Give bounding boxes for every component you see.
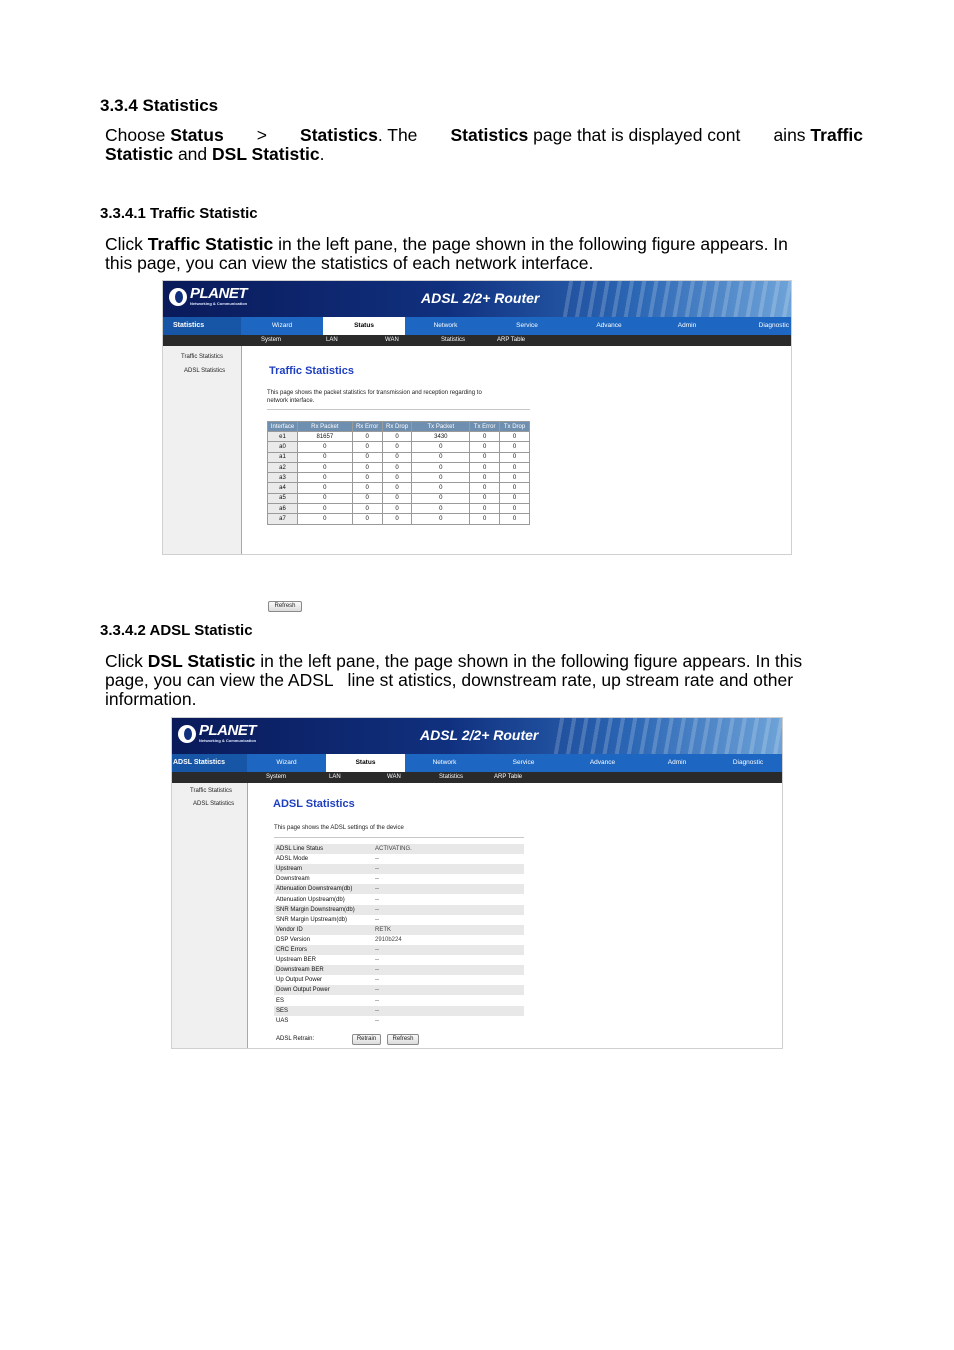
subtab-system[interactable]: System [261,337,282,343]
adsl-stat-label: CRC Errors [276,947,307,953]
adsl-stat-label: Vendor ID [276,926,303,933]
adsl-paragraph: Click DSL Statistic in the left pane, the page shown in the following figure appears. In this page, you can view the ADSL line st atistics, downstream rate, up stream rate and other information. [105,651,803,709]
current-section-label: Statistics [163,317,241,335]
table-row [268,504,530,514]
adsl-stat-row [274,854,524,864]
value-cell: 0 [500,452,530,462]
adsl-stat-row [274,884,524,894]
value-cell: 0 [500,504,530,514]
adsl-stat-value: RETK [375,926,392,933]
interface-cell: a3 [268,473,298,483]
value-cell: 0 [470,452,500,462]
adsl-stat-label: Downstream [276,876,310,883]
value-cell: 0 [297,514,352,524]
value-cell: 0 [382,514,412,524]
tab-diagnostic[interactable]: Diagnostic [758,322,789,329]
tab-admin[interactable]: Admin [677,322,697,329]
table-row [268,462,530,472]
value-cell: 0 [382,493,412,503]
left-pane [163,346,242,554]
adsl-stat-value: 2910b224 [375,936,402,943]
adsl-stat-label: SES [276,1007,289,1014]
tab-service[interactable]: Service [512,759,535,766]
tab-wizard[interactable]: Wizard [276,759,297,766]
subtab-wan[interactable]: WAN [387,774,401,780]
router-title: ADSL 2/2+ Router [421,290,540,306]
adsl-stat-value: ACTIVATING. [375,846,412,852]
link-adsl-statistics[interactable]: ADSL Statistics [193,801,235,807]
value-cell: 0 [297,473,352,483]
tab-diagnostic[interactable]: Diagnostic [732,759,764,766]
value-cell: 0 [500,514,530,524]
column-header: Tx Error [470,422,500,432]
main-nav [163,317,791,335]
subtab-lan[interactable]: LAN [326,337,338,343]
value-cell: 0 [352,442,382,452]
subtab-wan[interactable]: WAN [385,337,399,343]
value-cell: 0 [412,442,470,452]
adsl-stat-row [274,975,524,985]
value-cell: 0 [297,483,352,493]
adsl-stat-row [274,915,524,925]
column-header: Rx Packet [297,422,352,432]
planet-logo-icon [178,725,196,743]
value-cell: 0 [412,452,470,462]
subtab-system[interactable]: System [266,774,287,780]
tab-advance[interactable]: Advance [596,322,622,329]
value-cell: 0 [500,493,530,503]
interface-cell: a0 [268,442,298,452]
value-cell: 0 [412,483,470,493]
adsl-stat-row [274,1006,524,1016]
adsl-stat-row [274,844,524,854]
tab-network[interactable]: Network [432,759,457,766]
subtab-arp-table[interactable]: ARP Table [497,337,526,343]
adsl-stat-row [274,895,524,905]
traffic-statistics-screenshot [162,280,792,609]
link-adsl-statistics[interactable]: ADSL Statistics [184,368,226,374]
tab-admin[interactable]: Admin [667,759,687,766]
adsl-retrain-label: ADSL Retrain: [276,1036,315,1042]
adsl-stat-label: SNR Margin Downstream(db) [276,906,355,913]
left-pane [172,783,248,1048]
adsl-stat-label: ES [276,997,285,1004]
value-cell: 0 [297,442,352,452]
adsl-stat-row [274,965,524,975]
traffic-table [267,421,530,525]
adsl-stat-label: Upstream BER [276,957,317,964]
table-row [268,493,530,503]
value-cell: 0 [412,504,470,514]
value-cell: 0 [500,432,530,442]
adsl-heading: 3.3.4.2 ADSL Statistic [100,622,253,639]
adsl-stat-label: Up Output Power [276,977,323,984]
subtab-lan[interactable]: LAN [329,774,341,780]
value-cell: 81657 [297,432,352,442]
value-cell: 0 [297,504,352,514]
content-pane [248,783,782,1048]
adsl-stat-label: Attenuation Upstream(db) [276,896,345,903]
adsl-stat-value: -- [375,977,379,984]
adsl-stat-row [274,925,524,935]
adsl-stat-row [274,905,524,915]
divider [267,409,530,410]
value-cell: 0 [470,442,500,452]
adsl-statistics-screenshot [171,717,783,1049]
page-title: ADSL Statistics [273,798,355,810]
value-cell: 0 [352,462,382,472]
subtab-statistics[interactable]: Statistics [439,774,464,780]
value-cell: 0 [382,473,412,483]
router-banner [172,718,782,754]
page-title: Traffic Statistics [269,365,354,377]
column-header: Rx Error [352,422,382,432]
main-nav [172,754,782,772]
planet-logo-icon [169,288,187,306]
adsl-stat-value: -- [375,866,379,873]
divider [274,837,524,838]
value-cell: 0 [352,452,382,462]
value-cell: 0 [470,462,500,472]
value-cell: 0 [352,432,382,442]
value-cell: 0 [412,493,470,503]
value-cell: 0 [352,504,382,514]
value-cell: 0 [382,462,412,472]
adsl-stat-label: ADSL Mode [276,856,309,863]
interface-cell: a1 [268,452,298,462]
page-description: This page shows the packet statistics for transmission and reception regarding to network interface. [267,390,482,404]
router-banner [163,281,791,317]
section-heading: 3.3.4 Statistics [100,96,219,115]
adsl-stat-row [274,874,524,884]
value-cell: 0 [352,483,382,493]
value-cell: 0 [352,514,382,524]
table-header-row [268,422,530,432]
page-description: This page shows the ADSL settings of the device [274,825,404,831]
adsl-stat-value: -- [375,1017,379,1024]
value-cell: 0 [382,442,412,452]
adsl-stat-value: -- [375,856,379,863]
value-cell: 0 [382,504,412,514]
sub-nav [172,772,782,783]
value-cell: 0 [500,483,530,493]
current-section-label: ADSL Statistics [172,754,247,772]
value-cell: 0 [297,452,352,462]
value-cell: 0 [297,493,352,503]
value-cell: 0 [297,462,352,472]
value-cell: 0 [352,473,382,483]
sub-nav [163,335,791,346]
adsl-stat-value: -- [375,957,379,964]
value-cell: 0 [470,514,500,524]
refresh-button[interactable]: Refresh [268,601,302,612]
value-cell: 0 [470,483,500,493]
value-cell: 0 [412,473,470,483]
value-cell: 0 [470,432,500,442]
adsl-stat-value: -- [375,987,379,994]
planet-logo: PLANET Networking & Communication [169,287,247,306]
table-row [268,432,530,442]
adsl-stat-label: Downstream BER [276,967,324,974]
value-cell: 0 [382,452,412,462]
value-cell: 3430 [412,432,470,442]
adsl-stat-value: -- [375,947,379,953]
column-header: Interface [268,422,298,432]
value-cell: 0 [352,493,382,503]
value-cell: 0 [412,514,470,524]
planet-logo: PLANET Networking & Communication [178,724,256,743]
traffic-heading: 3.3.4.1 Traffic Statistic [100,205,258,222]
link-traffic-statistics[interactable]: Traffic Statistics [181,354,224,360]
interface-cell: a2 [268,462,298,472]
adsl-stat-row [274,864,524,874]
router-title: ADSL 2/2+ Router [420,727,539,743]
value-cell: 0 [470,493,500,503]
adsl-stat-label: UAS [276,1017,289,1024]
traffic-paragraph: Click Traffic Statistic in the left pane, the page shown in the following figure appears. In this page, you can view the statistics of each network interface. [105,234,788,273]
adsl-stat-row [274,1016,524,1026]
value-cell: 0 [382,483,412,493]
tab-network[interactable]: Network [433,322,458,329]
table-row [268,473,530,483]
adsl-stat-label: DSP Version [276,936,310,943]
value-cell: 0 [500,442,530,452]
adsl-stat-label: Down Output Power [276,987,330,994]
tab-status[interactable]: Status [323,317,405,335]
adsl-stat-row [274,945,524,955]
adsl-stat-value: -- [375,906,379,913]
adsl-stat-label: ADSL Line Status [276,846,324,852]
adsl-stat-label: SNR Margin Upstream(db) [276,916,348,923]
table-row [268,442,530,452]
adsl-stat-label: Upstream [276,866,303,873]
adsl-stat-row [274,996,524,1006]
adsl-stat-value: -- [375,997,379,1004]
interface-cell: a7 [268,514,298,524]
value-cell: 0 [412,462,470,472]
tab-service[interactable]: Service [516,322,538,329]
value-cell: 0 [470,504,500,514]
adsl-stat-value: -- [375,916,379,923]
interface-cell: a4 [268,483,298,493]
adsl-stat-label: Attenuation Downstream(db) [276,886,353,893]
refresh-button[interactable]: Refresh [387,1034,419,1045]
tab-advance[interactable]: Advance [589,759,616,766]
column-header: Tx Drop [500,422,530,432]
adsl-stat-value: -- [375,1007,379,1014]
value-cell: 0 [470,473,500,483]
tab-status[interactable]: Status [326,754,405,772]
subtab-statistics[interactable]: Statistics [441,337,466,343]
interface-cell: a5 [268,493,298,503]
adsl-stat-value: -- [375,886,379,893]
content-pane [242,346,791,609]
table-row [268,452,530,462]
table-row [268,514,530,524]
adsl-stat-value: -- [375,876,379,883]
value-cell: 0 [382,432,412,442]
link-traffic-statistics[interactable]: Traffic Statistics [190,788,233,794]
adsl-stat-value: -- [375,967,379,974]
table-row [268,483,530,493]
tab-wizard[interactable]: Wizard [271,322,293,329]
adsl-stat-value: -- [375,896,379,903]
column-header: Tx Packet [412,422,470,432]
value-cell: 0 [500,462,530,472]
adsl-stat-row [274,955,524,965]
adsl-stat-row [274,985,524,995]
interface-cell: a6 [268,504,298,514]
retrain-button[interactable]: Retrain [352,1034,381,1045]
subtab-arp-table[interactable]: ARP Table [494,774,523,780]
section-intro: Choose Status > Statistics. The Statistics page that is displayed cont ains Traffic Statistic and DSL Statistic. [105,125,863,164]
adsl-stat-row [274,935,524,945]
column-header: Rx Drop [382,422,412,432]
interface-cell: e1 [268,432,298,442]
value-cell: 0 [500,473,530,483]
